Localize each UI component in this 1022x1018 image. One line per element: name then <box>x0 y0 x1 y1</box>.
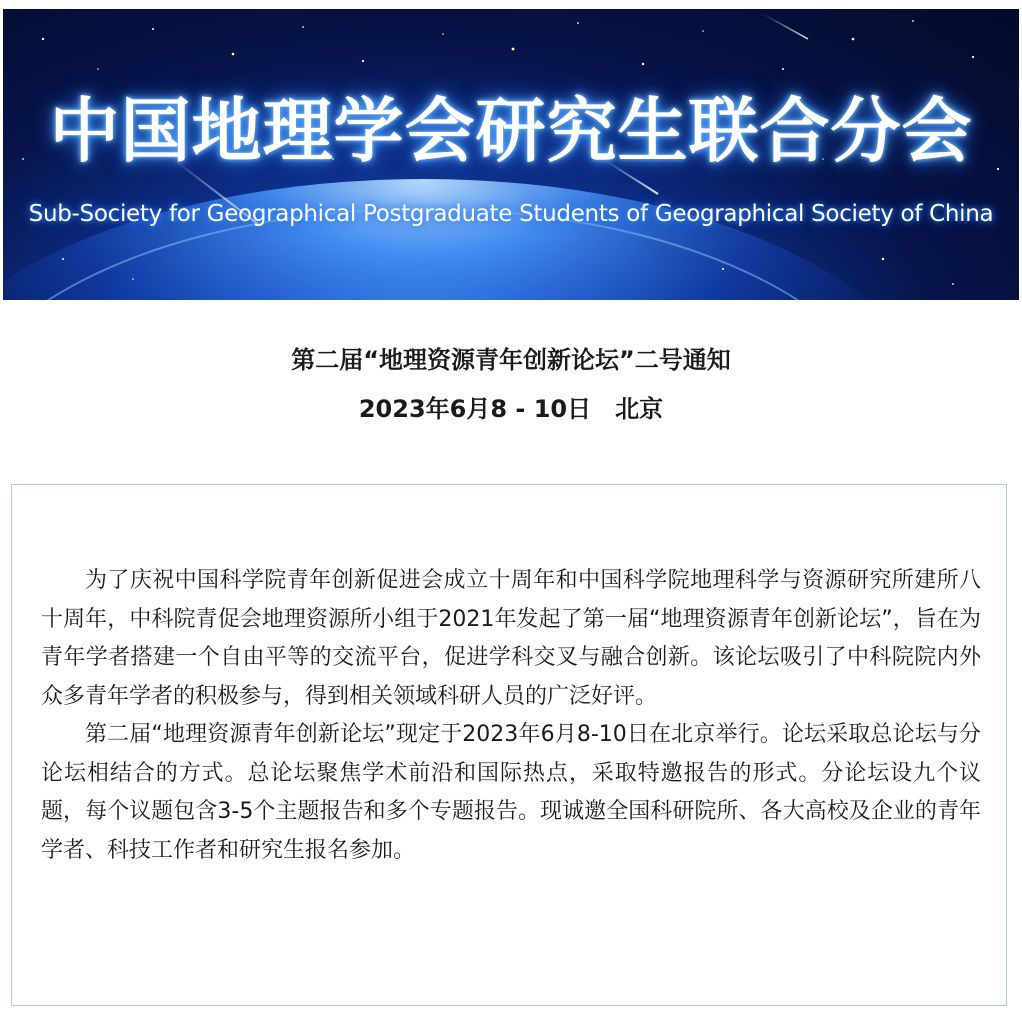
content-paragraph: 第二届“地理资源青年创新论坛”现定于2023年6月8-10日在北京举行。论坛采取总论坛与分论坛相结合的方式。总论坛聚焦学术前沿和国际热点，采取特邀报告的形式。分论坛设九个议题，每个议题包含3-5个主题报告和多个专题报告。现诚邀全国科研院所、各大高校及企业的青年学者、科技工作者和研究生报名参加。 <box>41 722 981 863</box>
content-text <box>41 562 981 870</box>
content-paragraph: 为了庆祝中国科学院青年创新促进会成立十周年和中国科学院地理科学与资源研究所建所八十周年，中科院青促会地理资源所小组于2021年发起了第一届“地理资源青年创新论坛”，旨在为青年学者搭建一个自由平等的交流平台，促进学科交叉与融合创新。该论坛吸引了中科院院内外众多青年学者的积极参与，得到相关领域科研人员的广泛好评。 <box>41 568 981 709</box>
notice-title: 第二届“地理资源青年创新论坛”二号通知 <box>291 346 731 374</box>
header-banner <box>3 9 1019 300</box>
notice-date-location: 2023年6月8 - 10日 北京 <box>358 395 664 423</box>
banner-subtitle: Sub-Society for Geographical Postgraduate Students of Geographical Society of China <box>28 201 994 227</box>
banner-title: 中国地理学会研究生联合分会 <box>49 90 973 172</box>
